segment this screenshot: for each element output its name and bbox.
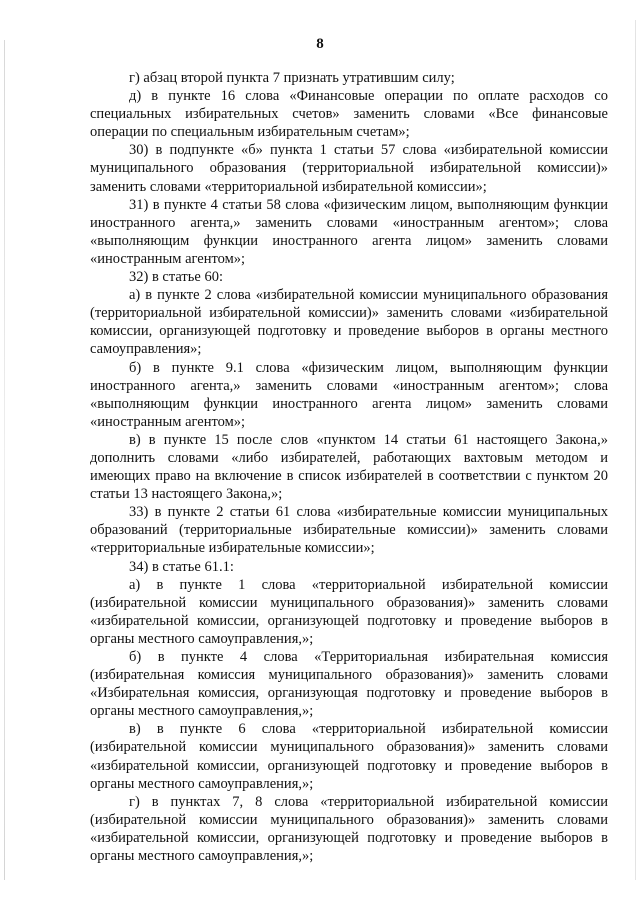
paragraph-7: б) в пункте 9.1 слова «физическим лицом, выполняющим функции иностранного агента,» заменить словами «иностранным агентом»; слова «выполняющим функции иностранного агента лицом» заменить словами «иностранным агентом»; — [90, 359, 608, 430]
paragraph-9: 33) в пункте 2 статьи 61 слова «избирательные комиссии муниципальных образований (территориальные избирательные комиссии)» заменить словами «территориальные избирательные комиссии»; — [90, 504, 608, 557]
paragraph-3: 30) в подпункте «б» пункта 1 статьи 57 слова «избирательной комиссии муниципального образования (территориальной избирательной комиссии)» заменить словами «территориальной избирательной комиссии»; — [90, 142, 608, 195]
paragraph-1: г) абзац второй пункта 7 признать утратившим силу; — [129, 70, 455, 86]
document-body — [90, 69, 608, 865]
paragraph-6: а) в пункте 2 слова «избирательной комиссии муниципального образования (территориальной избирательной комиссии)» заменить словами «избирательной комиссии, организующей подготовку и проведение выборов в органы местного самоуправления»; — [90, 287, 608, 358]
scan-edge-left — [4, 40, 5, 880]
paragraph-11: а) в пункте 1 слова «территориальной избирательной комиссии (избирательной комиссии муниципального образования)» заменить словами «избирательной комиссии, организующей подготовку и проведение выборов в органы местного самоуправления,»; — [90, 576, 608, 647]
page-number: 8 — [316, 36, 324, 52]
scan-edge-right — [635, 20, 636, 880]
paragraph-14: г) в пунктах 7, 8 слова «территориальной избирательной комиссии (избирательной комиссии муниципального образования)» заменить словами «избирательной комиссии, организующей подготовку и проведение выборов в органы местного самоуправления,»; — [90, 793, 608, 865]
paragraph-8: в) в пункте 15 после слов «пунктом 14 статьи 61 настоящего Закона,» дополнить словами «либо избирателей, работающих вахтовым методом и имеющих право на включение в список избирателей в соответствии с пунктом 20 статьи 13 настоящего Закона,»; — [90, 431, 608, 503]
paragraph-2: д) в пункте 16 слова «Финансовые операции по оплате расходов со специальных избирательных счетов» заменить словами «Все финансовые операции по специальным избирательным счетам»; — [90, 88, 608, 141]
paragraph-4: 31) в пункте 4 статьи 58 слова «физическим лицом, выполняющим функции иностранного агента,» заменить словами «иностранным агентом»; слова «выполняющим функции иностранного агента лицом» заменить словами «иностранным агентом»; — [90, 196, 608, 267]
paragraph-10: 34) в статье 61.1: — [129, 558, 234, 575]
paragraph-12: б) в пункте 4 слова «Территориальная избирательная комиссия (избирательная комиссия муниципального образования)» заменить словами «Избирательная комиссия, организующая подготовку и проведение выборов в органы местного самоуправления,»; — [90, 649, 608, 720]
paragraph-5: 32) в статье 60: — [129, 269, 223, 286]
paragraph-13: в) в пункте 6 слова «территориальной избирательной комиссии (избирательной комиссии муниципального образования)» заменить словами «избирательной комиссии, организующей подготовку и проведение выборов в органы местного самоуправления,»; — [90, 721, 608, 792]
